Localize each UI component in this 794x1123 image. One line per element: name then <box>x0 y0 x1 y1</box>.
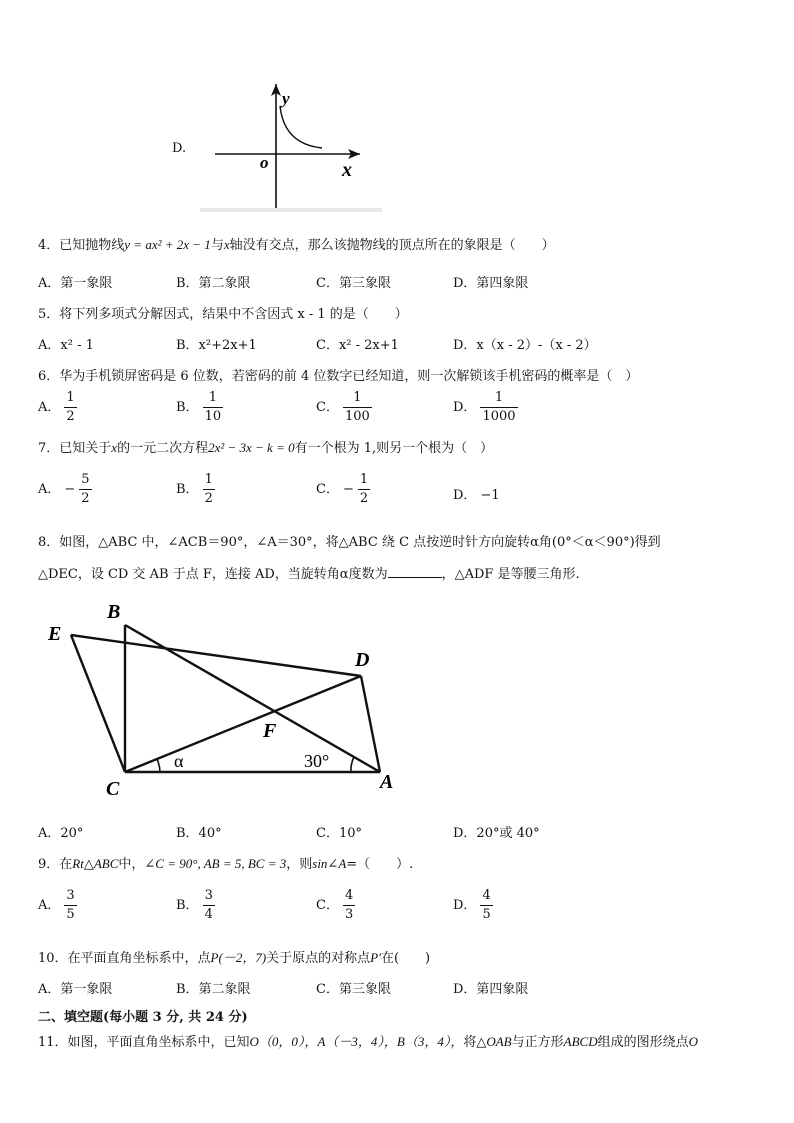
q8-answer-blank[interactable] <box>388 565 442 578</box>
q10-option-b[interactable]: B．第二象限 <box>176 982 251 997</box>
alpha-arc <box>157 759 160 772</box>
graph-y-label: y <box>282 89 290 108</box>
angle30-arc <box>351 757 354 772</box>
point-E-label: E <box>48 623 62 645</box>
q7-option-d-label: D． <box>453 488 477 503</box>
fraction-numerator: 4 <box>480 889 492 906</box>
q8-option-d[interactable]: D．20°或 40° <box>453 826 540 841</box>
q6-option-c[interactable] <box>316 391 372 424</box>
fraction-denominator: 5 <box>66 907 75 922</box>
q7-option-a-label: A． <box>38 482 61 497</box>
q11-point-b: B（3，4）， <box>396 1034 464 1049</box>
fraction-denominator: 2 <box>359 491 369 506</box>
fraction-denominator: 1000 <box>482 409 516 424</box>
q5-option-c[interactable]: C．x² - 2x+1 <box>316 338 399 353</box>
graph-bottom-strip <box>200 208 382 212</box>
q5-option-a[interactable]: A．x² - 1 <box>38 338 94 353</box>
alpha-label: α <box>174 751 184 771</box>
q11-text-a: 11．如图，平面直角坐标系中，已知 <box>38 1035 250 1050</box>
q11-o-end: O <box>688 1034 698 1049</box>
q4-var: x <box>223 237 230 252</box>
q9-option-c-label: C． <box>316 898 339 913</box>
q6-option-b-fraction <box>203 391 224 424</box>
q6-option-d-fraction <box>480 391 517 424</box>
q10-stem <box>38 947 430 966</box>
q9-option-c[interactable] <box>316 889 355 922</box>
q6-option-a-fraction <box>64 391 76 424</box>
fraction-numerator: 1 <box>203 391 224 408</box>
q10-point: P(－2，7) <box>210 950 267 965</box>
q9-suffix: =（ ）. <box>346 857 414 872</box>
fraction-numerator: 1 <box>343 391 372 408</box>
q10-option-c[interactable]: C．第三象限 <box>316 982 391 997</box>
q6-stem: 6．华为手机锁屏密码是 6 位数，若密码的前 4 位数字已经知道，则一次解锁该手机密码的概率是（ ） <box>38 369 639 384</box>
q9-option-a-label: A． <box>38 898 61 913</box>
q11-text-b: 将△ <box>463 1035 487 1050</box>
q8-option-a[interactable]: A．20° <box>38 826 84 841</box>
q10-option-d[interactable]: D．第四象限 <box>453 982 529 997</box>
q7-option-d-value: −1 <box>480 488 500 503</box>
q8-option-b[interactable]: B．40° <box>176 826 222 841</box>
q9-option-d-fraction <box>480 889 492 922</box>
line-DA <box>361 676 380 772</box>
q8-stem-line2 <box>38 563 580 582</box>
fraction-denominator: 100 <box>344 409 370 424</box>
section2-title: 二、填空题(每小题 3 分, 共 24 分) <box>38 1010 248 1025</box>
q7-option-b-fraction <box>203 473 215 506</box>
q11-text-d: 组成的图形绕点 <box>597 1035 689 1050</box>
q11-oab: OAB <box>486 1034 512 1049</box>
q7-prefix: 7．已知关于 <box>38 441 112 456</box>
q7-option-a[interactable] <box>38 473 92 506</box>
point-A-label: A <box>380 771 394 793</box>
q7-option-c-fraction <box>358 473 370 506</box>
q7-suffix: 有一个根为 1,则另一个根为（ ） <box>294 441 494 456</box>
point-C-label: C <box>106 778 120 800</box>
fraction-denominator: 10 <box>204 409 222 424</box>
graph-curve <box>280 106 322 148</box>
q9-triangle: Rt△ABC <box>72 856 119 871</box>
fraction-numerator: 1 <box>203 473 215 490</box>
fraction-denominator: 5 <box>482 907 491 922</box>
q5-option-d[interactable]: D．x（x - 2）-（x - 2） <box>453 338 597 353</box>
q8-option-c[interactable]: C．10° <box>316 826 362 841</box>
q9-stem <box>38 853 413 872</box>
fraction-denominator: 2 <box>81 491 90 506</box>
q3-option-d-graph <box>200 80 382 215</box>
q9-option-b-fraction <box>203 889 215 922</box>
q6-option-c-fraction <box>343 391 372 424</box>
q10-prefix: 10．在平面直角坐标系中，点 <box>38 951 211 966</box>
q6-option-b-label: B． <box>176 400 199 415</box>
q4-option-b[interactable]: B．第二象限 <box>176 276 251 291</box>
q7-option-b-label: B． <box>176 482 199 497</box>
q9-after: ，则 <box>286 857 313 872</box>
q7-middle: 的一元二次方程 <box>117 441 209 456</box>
q7-option-b[interactable] <box>176 473 215 506</box>
q9-target: sin∠A <box>312 856 347 871</box>
q8-line2-a: △DEC，设 CD 交 AB 于点 F，连接 AD，当旋转角α度数为 <box>38 567 388 582</box>
q9-prefix: 9．在 <box>38 857 73 872</box>
q4-stem <box>38 234 555 253</box>
q9-option-a-fraction <box>64 889 76 922</box>
q10-middle: 关于原点的对称点 <box>266 951 371 966</box>
fraction-numerator: 1 <box>64 391 76 408</box>
q6-option-a[interactable] <box>38 391 77 424</box>
q9-option-d[interactable] <box>453 889 493 922</box>
fraction-numerator: 5 <box>79 473 91 490</box>
point-F-label: F <box>263 720 277 742</box>
q8-stem-line1: 8．如图，△ABC 中，∠ACB＝90°，∠A＝30°，将△ABC 绕 C 点按逆时针方向旋转α角(0°＜α＜90°)得到 <box>38 535 661 550</box>
q11-stem <box>38 1031 698 1050</box>
q6-option-a-label: A． <box>38 400 61 415</box>
graph-origin-label: o <box>260 153 269 172</box>
q7-option-c-sign: − <box>342 482 354 497</box>
q7-option-a-sign: − <box>64 482 76 497</box>
fraction-denominator: 2 <box>204 491 213 506</box>
q7-stem <box>38 437 493 456</box>
q4-prefix: 4．已知抛物线 <box>38 238 125 253</box>
point-B-label: B <box>107 601 121 623</box>
q6-option-d[interactable] <box>453 391 518 424</box>
line-ED <box>71 635 361 676</box>
fraction-numerator: 4 <box>343 889 355 906</box>
q9-option-c-fraction <box>343 889 355 922</box>
q10-p-prime: P′ <box>370 950 381 965</box>
q9-option-b[interactable] <box>176 889 215 922</box>
q6-option-b[interactable] <box>176 391 223 424</box>
q10-option-a[interactable]: A．第一象限 <box>38 982 113 997</box>
q4-formula: y = ax² + 2x − 1 <box>124 237 211 252</box>
q9-conditions: ∠C = 90°, AB = 5, BC = 3 <box>144 856 287 871</box>
q4-option-c[interactable]: C．第三象限 <box>316 276 391 291</box>
q11-abcd: ABCD <box>563 1034 598 1049</box>
q4-option-d[interactable]: D．第四象限 <box>453 276 529 291</box>
fraction-denominator: 4 <box>204 907 213 922</box>
q7-equation: 2x² − 3x − k = 0 <box>208 440 295 455</box>
q11-point-a: A（－3，4）， <box>317 1034 397 1049</box>
q4-middle: 与 <box>210 238 224 253</box>
q8-line2-b: ，△ADF 是等腰三角形. <box>441 567 580 582</box>
q11-point-o: O（0，0）， <box>249 1034 318 1049</box>
q3-option-d-label: D. <box>172 141 187 156</box>
q9-middle: 中， <box>118 857 145 872</box>
q7-var: x <box>111 440 118 455</box>
q5-stem: 5．将下列多项式分解因式，结果中不含因式 x - 1 的是（ ） <box>38 307 408 322</box>
fraction-numerator: 1 <box>358 473 370 490</box>
q7-option-a-fraction <box>79 473 91 506</box>
angle30-label: 30° <box>304 751 330 771</box>
q4-suffix: 轴没有交点，那么该抛物线的顶点所在的象限是（ ） <box>229 238 555 253</box>
q9-option-a[interactable] <box>38 889 77 922</box>
line-CE <box>71 635 125 772</box>
q10-suffix: 在( ) <box>380 951 431 966</box>
fraction-numerator: 3 <box>64 889 76 906</box>
q6-option-d-label: D． <box>453 400 477 415</box>
q6-option-c-label: C． <box>316 400 339 415</box>
q9-option-d-label: D． <box>453 898 477 913</box>
fraction-denominator: 2 <box>66 409 75 424</box>
q7-option-c[interactable] <box>316 473 370 506</box>
q7-option-d[interactable] <box>453 484 500 503</box>
graph-x-label: x <box>342 159 352 181</box>
q5-option-b[interactable]: B．x²+2x+1 <box>176 338 257 353</box>
q8-figure <box>40 595 410 800</box>
q11-text-c: 与正方形 <box>511 1035 564 1050</box>
fraction-denominator: 3 <box>344 907 354 922</box>
q4-option-a[interactable]: A．第一象限 <box>38 276 113 291</box>
q9-option-b-label: B． <box>176 898 199 913</box>
q7-option-c-label: C． <box>316 482 339 497</box>
point-D-label: D <box>355 649 370 671</box>
fraction-numerator: 1 <box>480 391 517 408</box>
fraction-numerator: 3 <box>203 889 215 906</box>
